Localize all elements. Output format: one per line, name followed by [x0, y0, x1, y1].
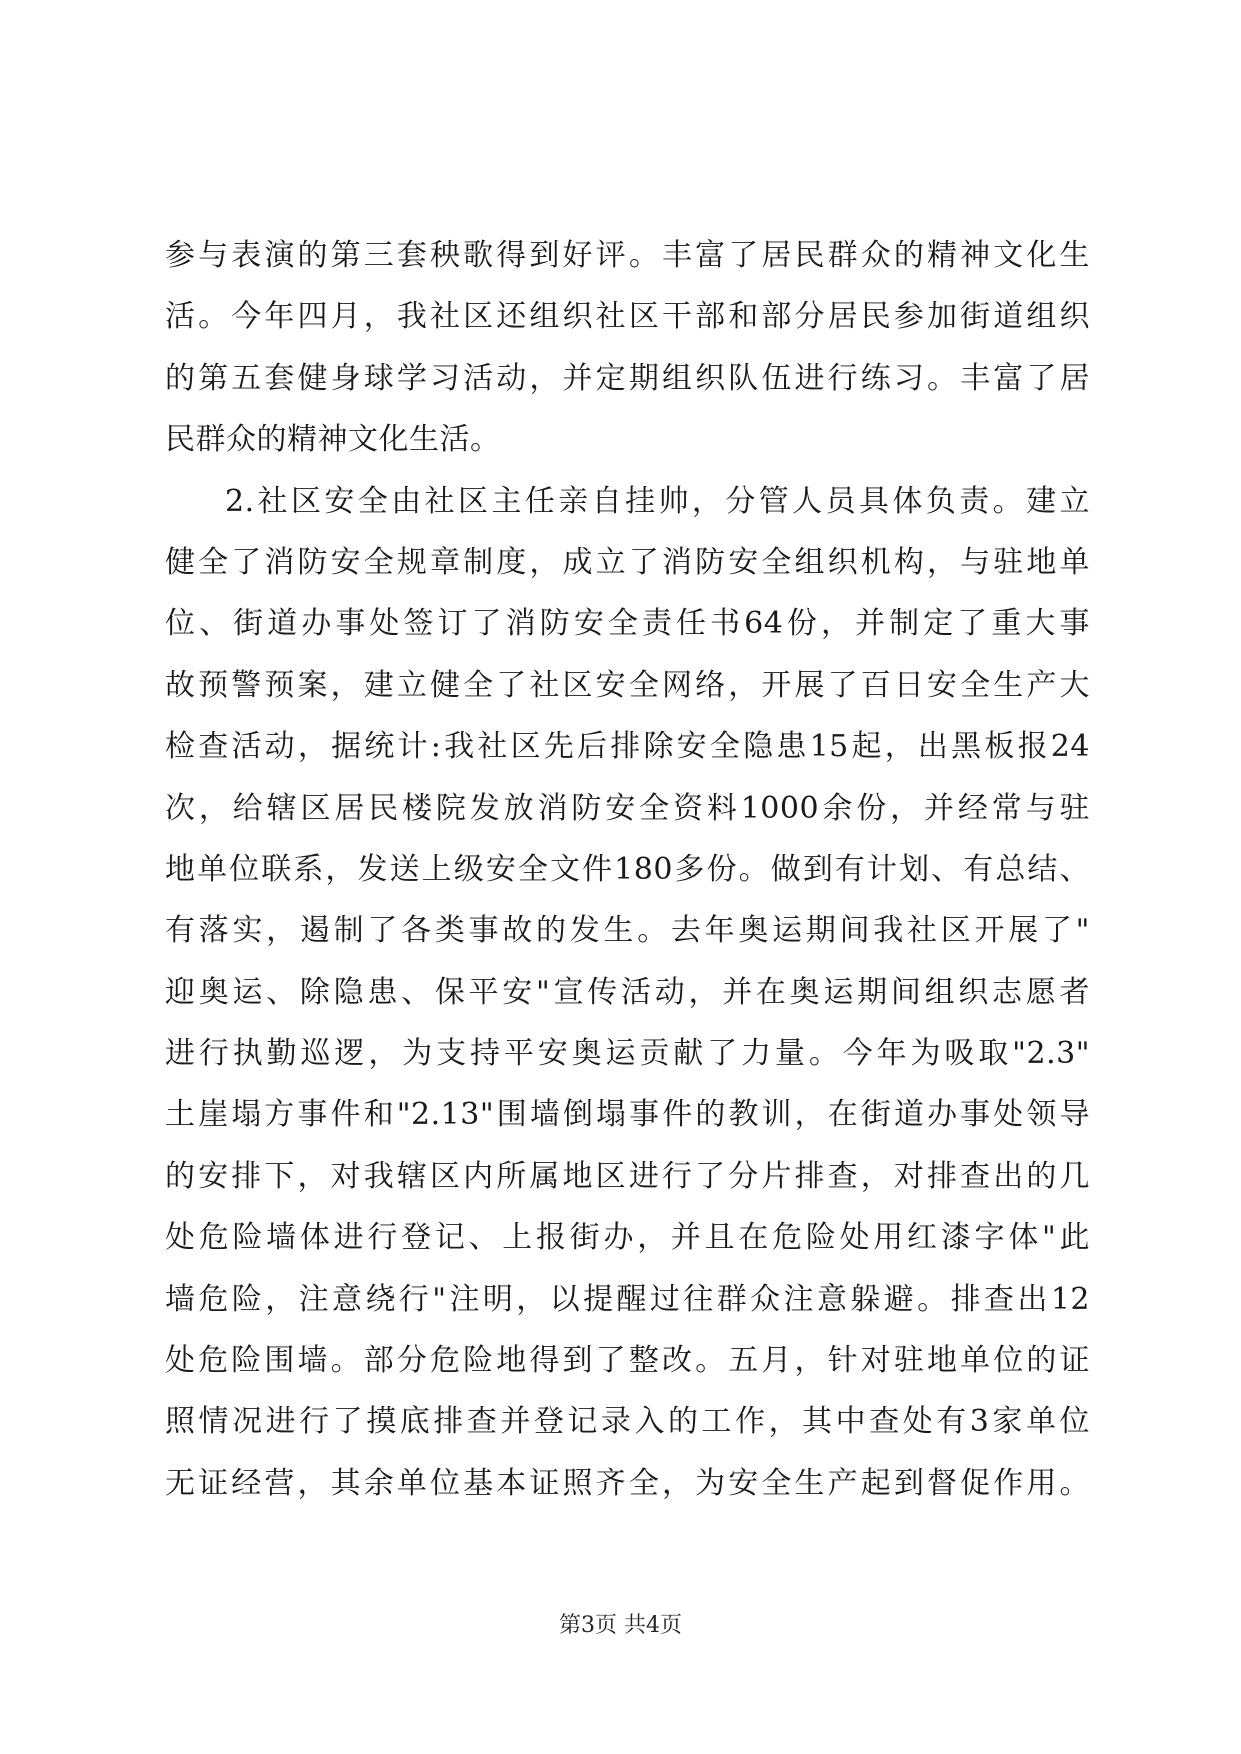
paragraph-line: 迎奥运、除隐患、保平安"宣传活动，并在奥运期间组织志愿者 [165, 974, 1090, 1010]
paragraph-line: 检查活动，据统计:我社区先后排除安全隐患15起，出黑板报24 [165, 729, 1090, 765]
paragraph-line: 有落实，遏制了各类事故的发生。去年奥运期间我社区开展了" [165, 913, 1090, 949]
paragraph-line: 处危险墙体进行登记、上报街办，并且在危险处用红漆字体"此 [165, 1220, 1090, 1256]
paragraph-line: 2.社区安全由社区主任亲自挂帅，分管人员具体负责。建立 [225, 483, 1090, 519]
paragraph-line: 地单位联系，发送上级安全文件180多份。做到有计划、有总结、 [165, 851, 1090, 887]
paragraph-line: 的第五套健身球学习活动，并定期组织队伍进行练习。丰富了居 [165, 360, 1090, 396]
paragraph-line: 活。今年四月，我社区还组织社区干部和部分居民参加街道组织 [165, 299, 1090, 335]
paragraph-line: 故预警预案，建立健全了社区安全网络，开展了百日安全生产大 [165, 667, 1090, 703]
paragraph-line: 处危险围墙。部分危险地得到了整改。五月，针对驻地单位的证 [165, 1343, 1090, 1379]
paragraph-line: 民群众的精神文化生活。 [165, 422, 501, 458]
paragraph-line: 的安排下，对我辖区内所属地区进行了分片排查，对排查出的几 [165, 1158, 1090, 1194]
paragraph-line: 土崖塌方事件和"2.13"围墙倒塌事件的教训，在街道办事处领导 [165, 1097, 1090, 1133]
document-body [165, 225, 1090, 1514]
paragraph-line: 无证经营，其余单位基本证照齐全，为安全生产起到督促作用。 [165, 1465, 1090, 1501]
paragraph-line: 位、街道办事处签订了消防安全责任书64份，并制定了重大事 [165, 606, 1090, 642]
paragraph-line: 次，给辖区居民楼院发放消防安全资料1000余份，并经常与驻 [165, 790, 1090, 826]
paragraph-line: 参与表演的第三套秧歌得到好评。丰富了居民群众的精神文化生 [165, 238, 1090, 273]
page-number-footer: 第3页 共4页 [559, 1613, 682, 1638]
paragraph-line: 健全了消防安全规章制度，成立了消防安全组织机构，与驻地单 [165, 544, 1090, 580]
paragraph-line: 进行执勤巡逻，为支持平安奥运贡献了力量。今年为吸取"2.3" [165, 1036, 1090, 1072]
paragraph-line: 照情况进行了摸底排查并登记录入的工作，其中查处有3家单位 [165, 1404, 1090, 1440]
paragraph-line: 墙危险，注意绕行"注明，以提醒过往群众注意躲避。排查出12 [165, 1281, 1090, 1317]
